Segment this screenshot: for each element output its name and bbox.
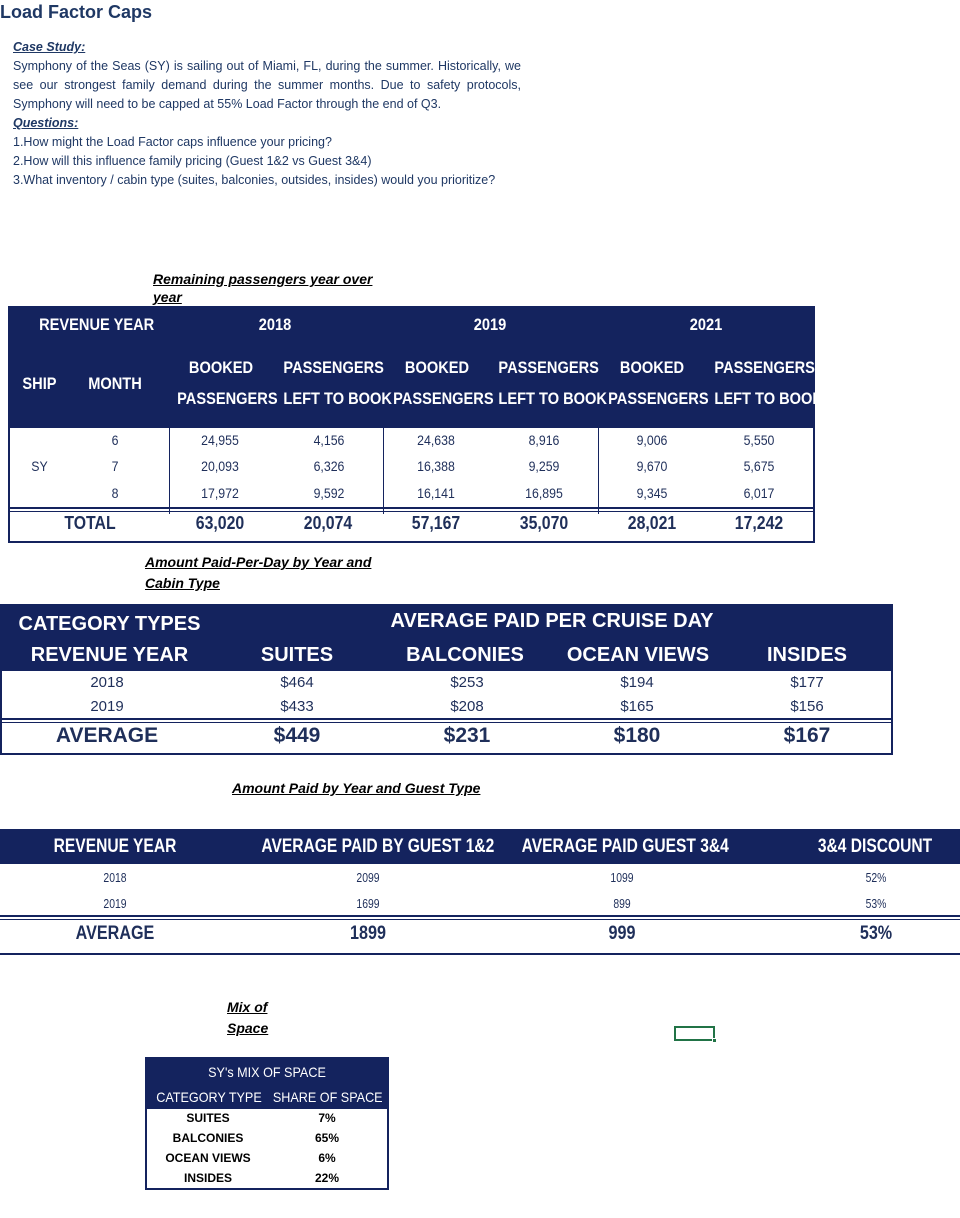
header-guest-1-2: AVERAGE PAID BY GUEST 1&2 xyxy=(261,836,495,857)
header-left-2019: PASSENGERS xyxy=(498,358,599,377)
average-cell: 1899 xyxy=(350,923,386,944)
total-cell: 57,167 xyxy=(411,513,461,533)
column-divider xyxy=(598,428,599,514)
value-cell: 52% xyxy=(865,870,887,885)
share-cell: 7% xyxy=(318,1111,336,1125)
year-cell: 2019 xyxy=(90,698,124,715)
header-booked-2018: BOOKED xyxy=(188,358,254,377)
remaining-passengers-caption: Remaining passengers year over year xyxy=(153,271,373,305)
mix-of-space-caption xyxy=(227,997,307,1039)
divider xyxy=(2,722,891,723)
column-divider xyxy=(383,428,384,514)
fill-handle[interactable] xyxy=(712,1038,717,1043)
header-guest-3-4: AVERAGE PAID GUEST 3&4 xyxy=(521,836,729,857)
value-cell: 20,093 xyxy=(201,458,239,474)
column-divider xyxy=(169,428,170,514)
header-booked-2019-l2: PASSENGERS xyxy=(393,389,494,408)
paid-by-guest-table xyxy=(0,829,960,956)
category-cell: SUITES xyxy=(186,1111,230,1125)
header-revenue-year: REVENUE YEAR xyxy=(53,836,177,857)
header-left-2018-l2: LEFT TO BOOK xyxy=(283,389,392,408)
average-cell: 999 xyxy=(608,923,636,944)
paid-per-day-table xyxy=(0,604,893,755)
share-cell: 22% xyxy=(314,1171,340,1185)
case-study-text: Symphony of the Seas (SY) is sailing out of Miami, FL, during the summer. Historically, we see our strongest family demand during the summer months. Due to safety protocols, Symphony will need to be capped at 55% Load Factor through the end of Q3. xyxy=(13,59,521,111)
header-booked-2019: BOOKED xyxy=(404,358,470,377)
year-cell: 2018 xyxy=(90,674,124,691)
value-cell: 16,388 xyxy=(417,458,455,474)
value-cell: $194 xyxy=(620,674,654,691)
month-cell: 8 xyxy=(111,485,119,501)
value-cell: $208 xyxy=(450,698,484,715)
caption-line: Amount Paid-Per-Day by Year and xyxy=(145,554,372,570)
average-cell: $231 xyxy=(443,724,491,747)
value-cell: 16,141 xyxy=(417,485,455,501)
value-cell: 1099 xyxy=(610,870,634,885)
caption-line: Mix of xyxy=(227,999,268,1015)
paid-by-guest-caption: Amount Paid by Year and Guest Type xyxy=(232,780,481,796)
header-booked-2021-l2: PASSENGERS xyxy=(608,389,709,408)
header-suites: SUITES xyxy=(260,644,334,666)
question-2: 2.How will this influence family pricing (Guest 1&2 vs Guest 3&4) xyxy=(13,154,372,168)
header-revenue-year: REVENUE YEAR xyxy=(30,644,189,666)
value-cell: $253 xyxy=(450,674,484,691)
value-cell: $433 xyxy=(280,698,314,715)
header-average-paid: AVERAGE PAID PER CRUISE DAY xyxy=(390,610,714,632)
value-cell: $156 xyxy=(790,698,824,715)
divider xyxy=(0,915,960,917)
value-cell: 53% xyxy=(865,896,887,911)
header-balconies: BALCONIES xyxy=(406,644,524,666)
total-cell: 35,070 xyxy=(519,513,569,533)
category-cell: OCEAN VIEWS xyxy=(165,1151,251,1165)
mix-title: SY's MIX OF SPACE xyxy=(208,1064,326,1080)
month-cell: 7 xyxy=(111,458,119,474)
header-share-of-space: SHARE OF SPACE xyxy=(272,1089,383,1105)
header-category-types: CATEGORY TYPES xyxy=(18,613,201,635)
mix-of-space-table xyxy=(145,1057,389,1190)
value-cell: 5,675 xyxy=(743,458,775,474)
header-year-2019: 2019 xyxy=(473,315,507,334)
year-cell: 2018 xyxy=(103,870,127,885)
caption-line: Cabin Type xyxy=(145,575,220,591)
average-label: AVERAGE xyxy=(55,724,159,747)
header-revenue-year: REVENUE YEAR xyxy=(39,315,155,334)
divider xyxy=(0,953,960,955)
total-cell: 17,242 xyxy=(734,513,784,533)
value-cell: 4,156 xyxy=(313,432,345,448)
share-cell: 65% xyxy=(314,1131,340,1145)
caption-line: Space xyxy=(227,1020,269,1036)
selected-cell[interactable] xyxy=(674,1026,715,1041)
value-cell: 8,916 xyxy=(528,432,560,448)
divider xyxy=(10,507,813,509)
header-booked-2018-l2: PASSENGERS xyxy=(177,389,278,408)
average-cell: 53% xyxy=(859,923,893,944)
header-left-2021: PASSENGERS xyxy=(714,358,815,377)
year-cell: 2019 xyxy=(103,896,127,911)
divider xyxy=(0,919,960,920)
value-cell: 5,550 xyxy=(743,432,775,448)
average-cell: $449 xyxy=(273,724,321,747)
divider xyxy=(2,718,891,720)
value-cell: 899 xyxy=(613,896,631,911)
month-cell: 6 xyxy=(111,432,119,448)
total-cell: 28,021 xyxy=(627,513,677,533)
header-category-type: CATEGORY TYPE xyxy=(156,1089,262,1105)
total-cell: 63,020 xyxy=(195,513,245,533)
value-cell: $464 xyxy=(280,674,314,691)
divider xyxy=(10,511,813,512)
value-cell: 16,895 xyxy=(525,485,563,501)
header-left-2018: PASSENGERS xyxy=(283,358,384,377)
value-cell: 9,345 xyxy=(636,485,668,501)
header-booked-2021: BOOKED xyxy=(619,358,685,377)
value-cell: 24,638 xyxy=(417,432,455,448)
value-cell: 6,017 xyxy=(743,485,775,501)
category-cell: INSIDES xyxy=(183,1171,232,1185)
average-cell: $180 xyxy=(613,724,661,747)
paid-per-day-caption xyxy=(145,552,405,594)
header-insides: INSIDES xyxy=(766,644,848,666)
header-discount: 3&4 DISCOUNT xyxy=(817,836,933,857)
share-cell: 6% xyxy=(318,1151,336,1165)
total-cell: 20,074 xyxy=(303,513,353,533)
header-month: MONTH xyxy=(88,374,142,393)
value-cell: 1699 xyxy=(356,896,380,911)
average-cell: $167 xyxy=(783,724,831,747)
value-cell: $165 xyxy=(620,698,654,715)
question-1: 1.How might the Load Factor caps influence your pricing? xyxy=(13,135,332,149)
value-cell: 9,670 xyxy=(636,458,668,474)
remaining-passengers-table xyxy=(8,306,823,543)
value-cell: 17,972 xyxy=(201,485,239,501)
case-study xyxy=(13,38,521,190)
header-year-2021: 2021 xyxy=(689,315,723,334)
question-3: 3.What inventory / cabin type (suites, balconies, outsides, insides) would you prioritize? xyxy=(13,173,496,187)
average-label: AVERAGE xyxy=(75,923,155,944)
value-cell: $177 xyxy=(790,674,824,691)
value-cell: 9,259 xyxy=(528,458,560,474)
header-ship: SHIP xyxy=(22,374,57,393)
header-ocean-views: OCEAN VIEWS xyxy=(566,644,710,666)
value-cell: 9,006 xyxy=(636,432,668,448)
value-cell: 24,955 xyxy=(201,432,239,448)
value-cell: 6,326 xyxy=(313,458,345,474)
value-cell: 9,592 xyxy=(313,485,345,501)
ship-code: SY xyxy=(31,458,48,474)
page-title: Load Factor Caps xyxy=(0,2,153,22)
header-left-2019-l2: LEFT TO BOOK xyxy=(498,389,607,408)
category-cell: BALCONIES xyxy=(172,1131,244,1145)
header-year-2018: 2018 xyxy=(258,315,292,334)
questions-heading: Questions: xyxy=(13,116,79,130)
total-label: TOTAL xyxy=(64,513,116,533)
header-left-2021-l2: LEFT TO BOOK xyxy=(714,389,823,408)
case-study-heading: Case Study: xyxy=(13,40,86,54)
value-cell: 2099 xyxy=(356,870,380,885)
